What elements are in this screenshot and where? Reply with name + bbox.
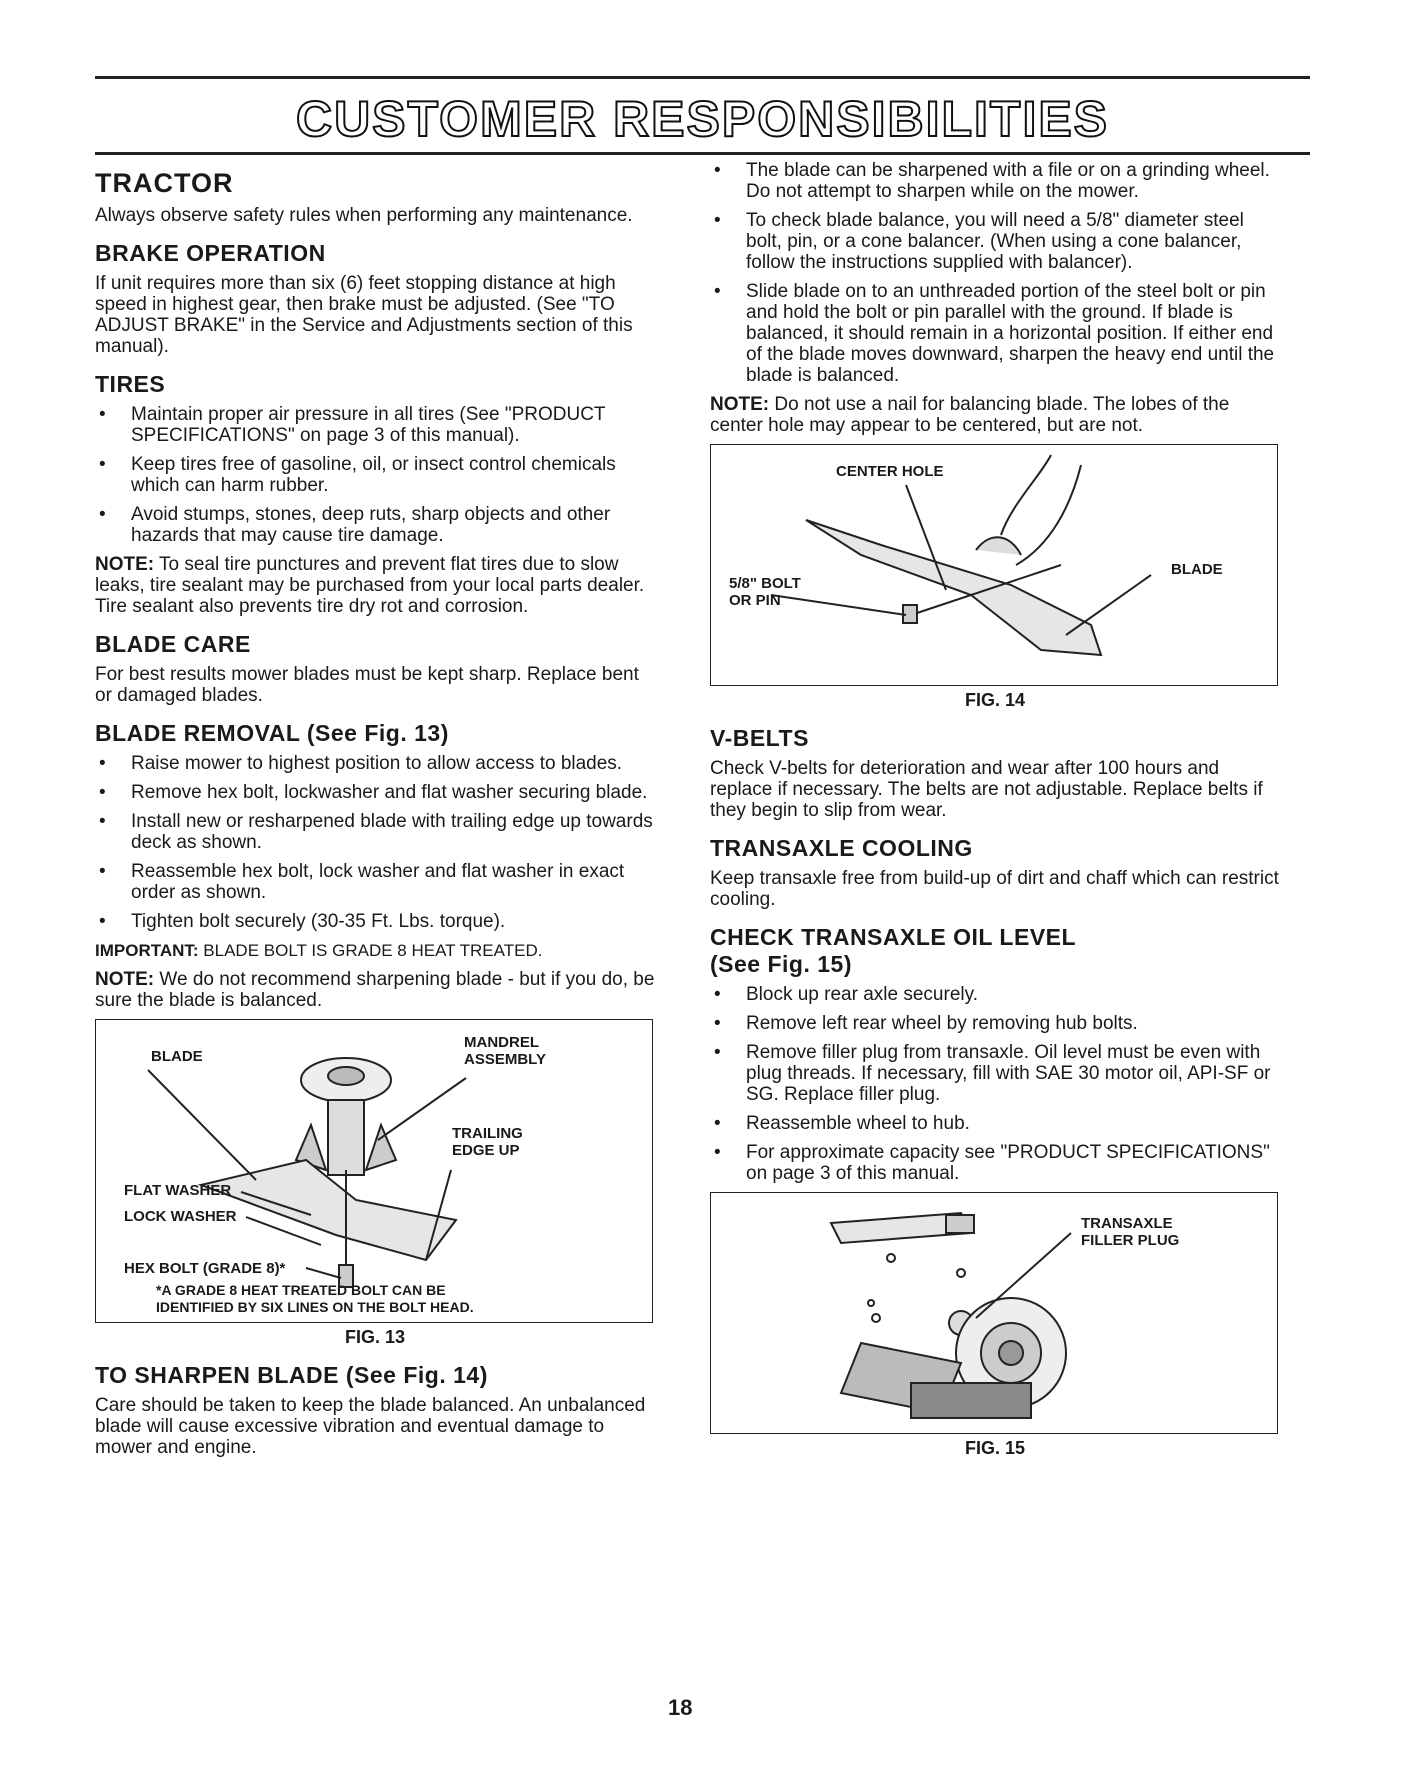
figure-13-caption: FIG. 13 — [344, 1327, 406, 1347]
right-column — [710, 160, 1280, 1473]
note-label: NOTE: — [95, 554, 155, 575]
figure-13 — [95, 1019, 653, 1323]
figure-13-footnote: *A GRADE 8 HEAT TREATED BOLT CAN BE IDENTIFIED BY SIX LINES ON THE BOLT HEAD. — [156, 1282, 474, 1315]
label-mandrel-assembly: MANDREL ASSEMBLY — [464, 1034, 546, 1068]
tires-list — [95, 404, 655, 546]
label-trailing-edge: TRAILING EDGE UP — [452, 1125, 523, 1159]
tractor-heading: TRACTOR — [95, 168, 234, 198]
label-blade: BLADE — [151, 1048, 203, 1065]
label-blade: BLADE — [1171, 561, 1223, 578]
tires-heading: TIRES — [95, 371, 166, 397]
figure-15-caption: FIG. 15 — [964, 1438, 1026, 1458]
blade-care-heading: BLADE CARE — [95, 631, 251, 657]
label-flat-washer: FLAT WASHER — [124, 1182, 232, 1199]
list-item: • Remove filler plug from transaxle. Oil level must be even with plug threads. If necessary, fill with SAE 30 motor oil, API-SF or SG. Replace filler plug. — [710, 1042, 1280, 1105]
label-hex-bolt: HEX BOLT (GRADE 8)* — [124, 1260, 286, 1277]
list-item: • Remove hex bolt, lockwasher and flat washer securing blade. — [95, 782, 655, 803]
brake-text: If unit requires more than six (6) feet stopping distance at high speed in highest gear, then brake must be adjusted. (See "TO ADJUST BRAKE" in the Service and Adjustments section of this manual). — [95, 273, 633, 357]
label-center-hole: CENTER HOLE — [836, 463, 944, 480]
figure-14-caption: FIG. 14 — [964, 690, 1026, 710]
brake-heading: BRAKE OPERATION — [95, 240, 326, 266]
list-item: • Install new or resharpened blade with trailing edge up towards deck as shown. — [95, 811, 655, 853]
sharpen-list — [710, 160, 1280, 386]
list-item: • Maintain proper air pressure in all tires (See "PRODUCT SPECIFICATIONS" on page 3 of this manual). — [95, 404, 655, 446]
tires-note — [95, 554, 655, 617]
list-item: • Tighten bolt securely (30-35 Ft. Lbs. torque). — [95, 911, 655, 932]
blade-removal-note — [95, 969, 655, 1011]
list-item: • Reassemble hex bolt, lock washer and flat washer in exact order as shown. — [95, 861, 655, 903]
note-label: NOTE: — [710, 394, 770, 415]
tractor-text: Always observe safety rules when performing any maintenance. — [95, 205, 633, 226]
vbelts-text: Check V-belts for deterioration and wear after 100 hours and replace if necessary. The belts are not adjustable. Replace belts if they begin to slip from wear. — [710, 758, 1263, 821]
list-item: • Block up rear axle securely. — [710, 984, 1280, 1005]
note-text: Do not use a nail for balancing blade. The lobes of the center hole may appear to be centered, but are not. — [710, 394, 1230, 436]
list-item: • For approximate capacity see "PRODUCT SPECIFICATIONS" on page 3 of this manual. — [710, 1142, 1280, 1184]
left-column — [95, 160, 655, 1466]
top-rule — [95, 76, 1310, 79]
cooling-text: Keep transaxle free from build-up of dirt and chaff which can restrict cooling. — [710, 868, 1279, 910]
list-item: • Remove left rear wheel by removing hub bolts. — [710, 1013, 1280, 1034]
note-text: We do not recommend sharpening blade - but if you do, be sure the blade is balanced. — [95, 969, 655, 1011]
sharpen-text: Care should be taken to keep the blade balanced. An unbalanced blade will cause excessive vibration and eventual damage to mower and engine. — [95, 1395, 646, 1458]
oil-heading: CHECK TRANSAXLE OIL LEVEL (See Fig. 15) — [710, 924, 1077, 977]
list-item: • The blade can be sharpened with a file or on a grinding wheel. Do not attempt to sharpen while on the mower. — [710, 160, 1280, 202]
important-text: BLADE BOLT IS GRADE 8 HEAT TREATED. — [203, 941, 543, 960]
list-item: • To check blade balance, you will need a 5/8" diameter steel bolt, pin, or a cone balancer. (When using a cone balancer, follow the instructions supplied with balancer). — [710, 210, 1280, 273]
note-label: NOTE: — [95, 969, 155, 990]
list-item: • Raise mower to highest position to allow access to blades. — [95, 753, 655, 774]
blade-removal-list — [95, 753, 655, 932]
list-item: • Slide blade on to an unthreaded portion of the steel bolt or pin and hold the bolt or pin parallel with the ground. If blade is balanced, it should remain in a horizontal position. If either end of the blade moves downward, sharpen the heavy end until the blade is balanced. — [710, 281, 1280, 386]
transaxle-illustration — [711, 1193, 1277, 1433]
sharpen-heading: TO SHARPEN BLADE (See Fig. 14) — [95, 1362, 488, 1388]
list-item: • Avoid stumps, stones, deep ruts, sharp objects and other hazards that may cause tire damage. — [95, 504, 655, 546]
cooling-heading: TRANSAXLE COOLING — [710, 835, 973, 861]
figure-14 — [710, 444, 1278, 686]
figure-15 — [710, 1192, 1278, 1434]
label-transaxle-filler-plug: TRANSAXLE FILLER PLUG — [1081, 1215, 1180, 1249]
balance-note — [710, 394, 1280, 436]
list-item: • Reassemble wheel to hub. — [710, 1113, 1280, 1134]
label-lock-washer: LOCK WASHER — [124, 1208, 237, 1225]
list-item: • Keep tires free of gasoline, oil, or insect control chemicals which can harm rubber. — [95, 454, 655, 496]
oil-list — [710, 984, 1280, 1184]
important-label: IMPORTANT: — [95, 941, 199, 960]
page-title: CUSTOMER RESPONSIBILITIES — [295, 91, 1110, 147]
page-number: 18 — [668, 1695, 693, 1720]
title-rule — [95, 152, 1310, 155]
vbelts-heading: V-BELTS — [710, 725, 809, 751]
important-note — [95, 940, 655, 961]
note-text: To seal tire punctures and prevent flat tires due to slow leaks, tire sealant may be purchased from your local parts dealer. Tire sealant also prevents tire dry rot and corrosion. — [95, 554, 645, 617]
label-bolt-or-pin: 5/8" BOLT OR PIN — [729, 575, 801, 609]
blade-care-text: For best results mower blades must be kept sharp. Replace bent or damaged blades. — [95, 664, 639, 706]
blade-removal-heading: BLADE REMOVAL (See Fig. 13) — [95, 720, 449, 746]
